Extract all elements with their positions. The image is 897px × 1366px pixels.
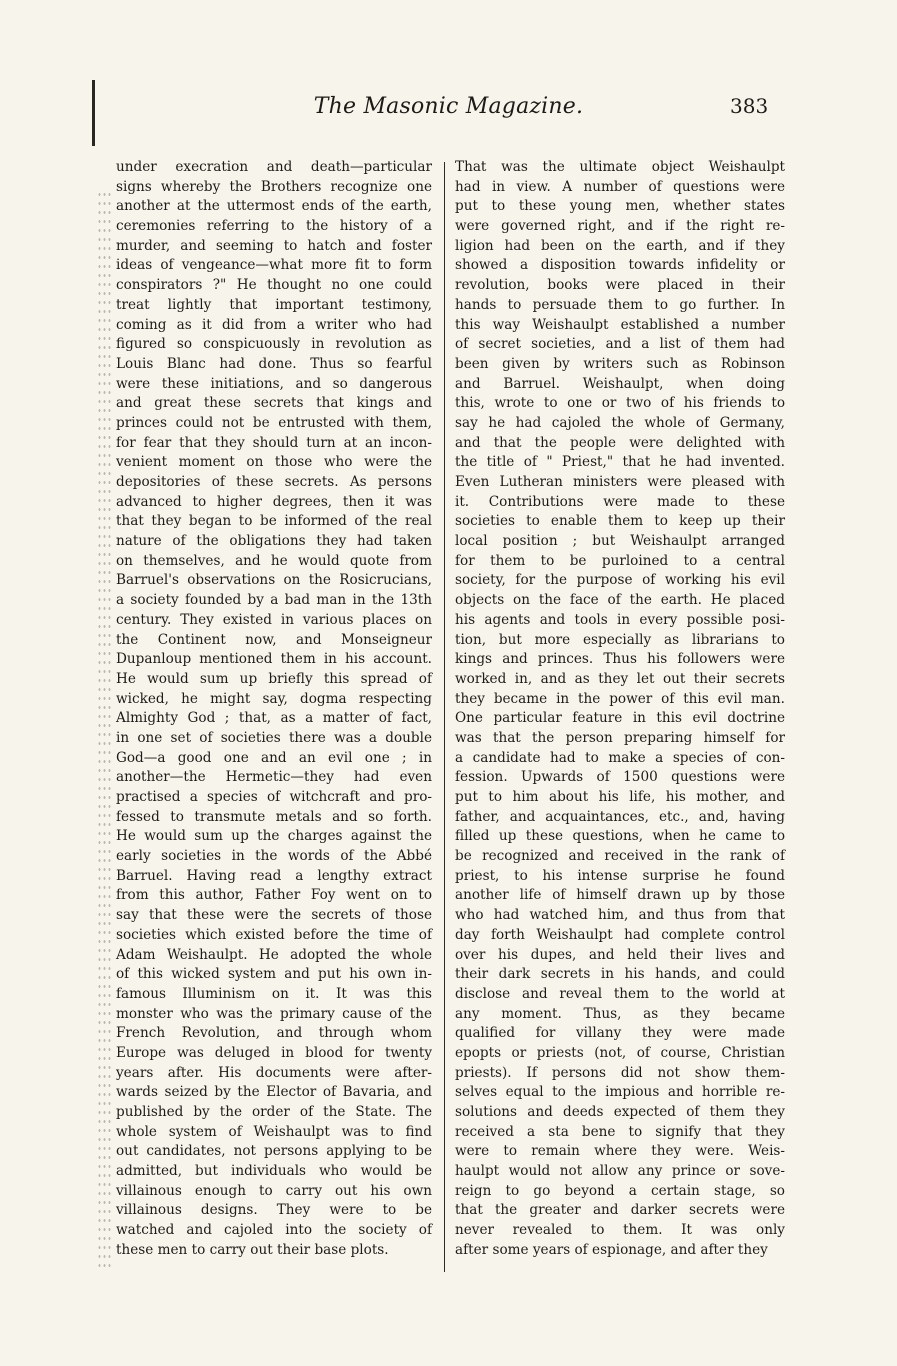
text-line: ideas of vengeance—what more fit to form <box>116 257 432 274</box>
text-line: they became in the power of this evil man. <box>455 690 785 707</box>
text-line: been given by writers such as Robinson <box>455 355 785 372</box>
text-line: under execration and death—particular <box>116 159 432 175</box>
text-line: for them to be purloined to a central <box>455 552 785 569</box>
text-line: disclose and reveal them to the world at <box>455 985 785 1002</box>
text-line: revolution, books were placed in their <box>455 277 785 294</box>
text-line: Even Lutheran ministers were pleased with <box>455 474 785 490</box>
text-line: worked in, and as they let out their secrets <box>455 670 785 687</box>
text-line: solutions and deeds expected of them they <box>455 1104 785 1120</box>
text-line: princes could not be entrusted with them, <box>116 414 432 431</box>
text-line: over his dupes, and held their lives and <box>455 946 785 963</box>
text-line: That was the ultimate object Weishaulpt <box>455 159 785 175</box>
text-line: societies which existed before the time of <box>116 926 432 943</box>
text-line: epopts or priests (not, of course, Christian <box>455 1044 785 1061</box>
text-line: his agents and tools in every possible posi- <box>455 611 785 628</box>
text-line: signs whereby the Brothers recognize one <box>116 178 432 195</box>
text-line: ceremonies referring to the history of a <box>116 218 432 235</box>
text-line: the title of " Priest," that he had invented. <box>455 454 785 471</box>
text-line: from this author, Father Foy went on to <box>116 887 432 904</box>
text-line: One particular feature in this evil doctrine <box>455 710 785 727</box>
text-line: Dupanloup mentioned them in his account. <box>116 651 432 668</box>
text-line: wards seized by the Elector of Bavaria, and <box>116 1084 432 1101</box>
text-line: treat lightly that important testimony, <box>116 296 432 313</box>
text-line: the Continent now, and Monseigneur <box>116 631 432 648</box>
text-line: famous Illuminism on it. It was this <box>116 985 432 1002</box>
text-line: a society founded by a bad man in the 13th <box>116 592 432 609</box>
text-line: showed a disposition towards infidelity or <box>455 257 785 274</box>
right-text-column <box>455 158 785 1261</box>
text-line: fessed to transmute metals and so forth. <box>116 808 432 825</box>
text-line: admitted, but individuals who would be <box>116 1163 432 1180</box>
text-line: another life of himself drawn up by those <box>455 887 785 904</box>
binding-stitch-marks <box>97 190 111 1270</box>
text-line: Barruel's observations on the Rosicrucians, <box>116 572 432 589</box>
text-line: after some years of espionage, and after they <box>455 1241 768 1258</box>
text-line: and Barruel. Weishaulpt, when doing <box>455 375 785 392</box>
text-line: selves equal to the impious and horrible re- <box>455 1084 785 1101</box>
text-line: Barruel. Having read a lengthy extract <box>116 867 432 884</box>
text-line: nature of the obligations they had taken <box>116 533 432 550</box>
text-line: monster who was the primary cause of the <box>116 1005 432 1022</box>
text-line: and great these secrets that kings and <box>116 395 432 412</box>
text-line: published by the order of the State. The <box>116 1104 432 1120</box>
text-line: God—a good one and an evil one ; in <box>116 749 432 766</box>
text-line: qualified for villany they were made <box>455 1025 785 1042</box>
text-line: were these initiations, and so dangerous <box>116 375 432 392</box>
text-line: were to remain where they were. Weis- <box>455 1143 785 1160</box>
text-line: this, wrote to one or two of his friends to <box>455 395 785 412</box>
text-line: of this wicked system and put his own in- <box>116 966 432 983</box>
text-line: their dark secrets in his hands, and could <box>455 966 785 983</box>
text-line: had in view. A number of questions were <box>455 178 785 195</box>
text-line: another—the Hermetic—they had even <box>116 769 432 786</box>
text-line: put to him about his life, his mother, and <box>455 789 785 805</box>
text-line: years after. His documents were after- <box>116 1064 432 1081</box>
running-title: The Masonic Magazine. <box>313 94 584 119</box>
text-line: Europe was deluged in blood for twenty <box>116 1044 432 1061</box>
left-text-column <box>116 158 432 1261</box>
text-line: hands to persuade them to go further. In <box>455 296 785 313</box>
text-line: of secret societies, and a list of them had <box>455 336 785 353</box>
text-line: murder, and seeming to hatch and foster <box>116 237 432 254</box>
text-line: a candidate had to make a species of con- <box>455 749 785 766</box>
text-line: say he had cajoled the whole of Germany, <box>455 414 785 431</box>
text-line: it. Contributions were made to these <box>455 493 785 510</box>
text-line: priests). If persons did not show them- <box>455 1064 785 1081</box>
text-line: haulpt would not allow any prince or sove- <box>455 1163 785 1180</box>
text-line: these men to carry out their base plots. <box>116 1241 389 1258</box>
text-line: conspirators ?" He thought no one could <box>116 277 432 294</box>
text-line: depositories of these secrets. As persons <box>116 474 432 490</box>
text-line: villainous designs. They were to be <box>116 1202 432 1219</box>
text-line: were governed right, and if the right re- <box>455 218 785 235</box>
text-line: out candidates, not persons applying to be <box>116 1143 432 1160</box>
text-line: on themselves, and he would quote from <box>116 552 432 569</box>
text-line: figured so conspicuously in revolution as <box>116 336 432 353</box>
text-line: wicked, he might say, dogma respecting <box>116 690 432 707</box>
text-line: whole system of Weishaulpt was to find <box>116 1123 432 1140</box>
text-line: local position ; but Weishaulpt arranged <box>455 533 785 550</box>
text-line: coming as it did from a writer who had <box>116 316 432 333</box>
text-line: day forth Weishaulpt had complete control <box>455 926 785 943</box>
text-line: tion, but more especially as librarians to <box>455 631 785 648</box>
text-line: reign to go beyond a certain stage, so <box>455 1182 785 1199</box>
text-line: kings and princes. Thus his followers were <box>455 651 785 668</box>
text-line: priest, to his intense surprise he found <box>455 867 785 884</box>
text-line: for fear that they should turn at an incon- <box>116 434 432 451</box>
text-line: venient moment on those who were the <box>116 454 432 471</box>
text-line: Almighty God ; that, as a matter of fact, <box>116 710 432 727</box>
page-number: 383 <box>730 94 769 118</box>
text-line: and that the people were delighted with <box>455 434 785 451</box>
text-line: any moment. Thus, as they became <box>455 1005 785 1022</box>
text-line: French Revolution, and through whom <box>116 1025 432 1042</box>
text-line: put to these young men, whether states <box>455 198 785 215</box>
text-line: that the greater and darker secrets were <box>455 1202 785 1219</box>
text-line: watched and cajoled into the society of <box>116 1222 432 1239</box>
text-line: Adam Weishaulpt. He adopted the whole <box>116 946 432 963</box>
text-line: society, for the purpose of working his evil <box>455 572 785 589</box>
text-line: this way Weishaulpt established a number <box>455 316 785 333</box>
text-line: in one set of societies there was a double <box>116 729 432 746</box>
text-line: never revealed to them. It was only <box>455 1222 785 1239</box>
text-line: societies to enable them to keep up their <box>455 513 785 530</box>
text-line: that they began to be informed of the real <box>116 513 432 530</box>
text-line: advanced to higher degrees, then it was <box>116 493 432 510</box>
text-line: century. They existed in various places on <box>116 611 432 628</box>
text-line: He would sum up the charges against the <box>116 828 432 845</box>
text-line: say that these were the secrets of those <box>116 907 432 924</box>
text-line: early societies in the words of the Abbé <box>116 848 432 865</box>
text-line: father, and acquaintances, etc., and, having <box>455 808 785 825</box>
text-line: was that the person preparing himself for <box>455 729 785 746</box>
text-line: another at the uttermost ends of the earth, <box>116 198 432 215</box>
text-line: received a sta bene to signify that they <box>455 1123 785 1140</box>
text-line: be recognized and received in the rank of <box>455 848 785 865</box>
text-line: objects on the face of the earth. He placed <box>455 592 785 609</box>
text-line: ligion had been on the earth, and if they <box>455 237 785 254</box>
text-line: He would sum up briefly this spread of <box>116 670 432 687</box>
text-line: who had watched him, and thus from that <box>455 907 785 924</box>
text-line: filled up these questions, when he came to <box>455 828 785 845</box>
column-divider <box>444 162 445 1272</box>
text-line: practised a species of witchcraft and pro- <box>116 789 432 805</box>
text-line: villainous enough to carry out his own <box>116 1182 432 1199</box>
text-line: fession. Upwards of 1500 questions were <box>455 769 785 786</box>
text-line: Louis Blanc had done. Thus so fearful <box>116 355 432 372</box>
